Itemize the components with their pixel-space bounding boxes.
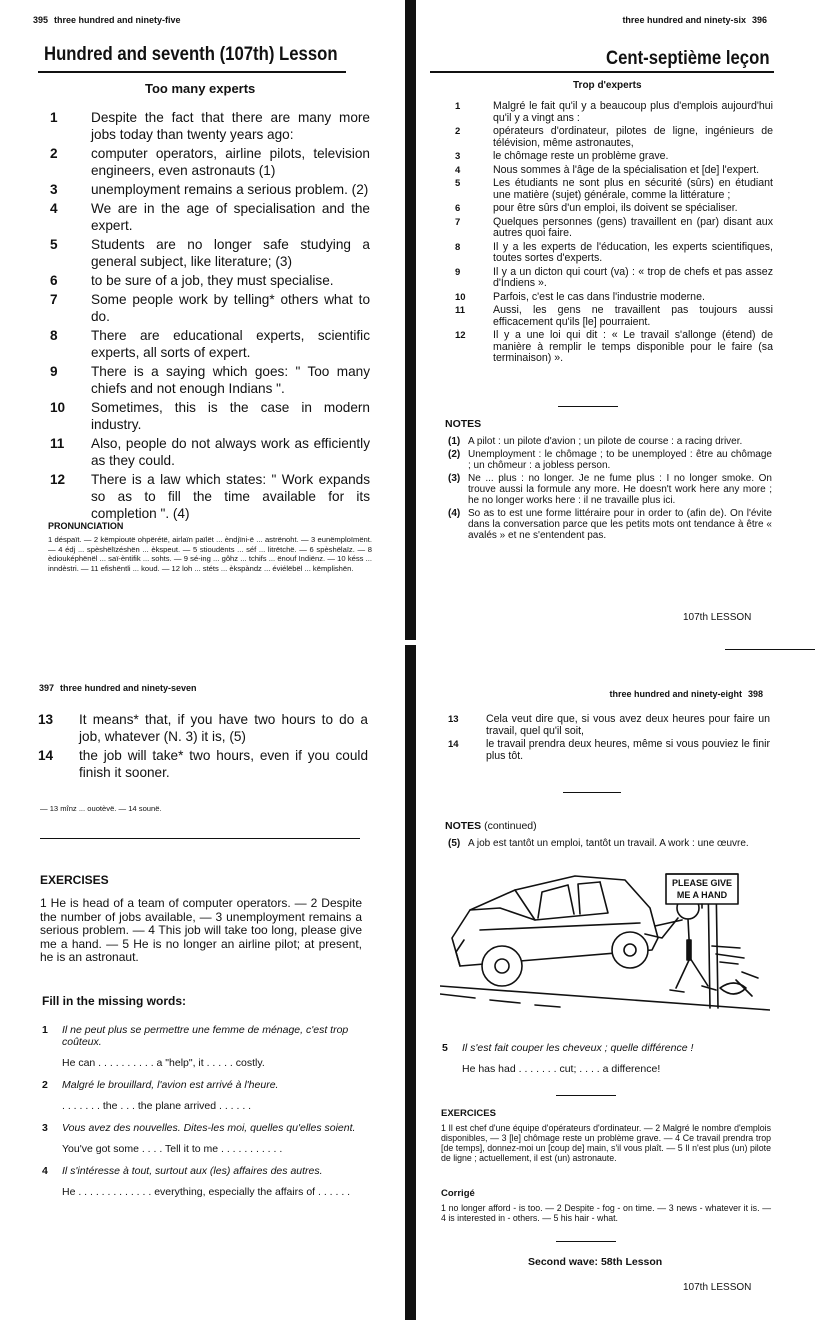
sentence-text: A pilot : un pilote d'avion ; un pilote de course : a racing driver. <box>468 436 743 447</box>
sentence-text: There is a saying which goes: " Too many chiefs and not enough Indians ". <box>91 364 370 396</box>
sentence-item <box>455 178 773 201</box>
fill-en: You've got some . . . . Tell it to me . . . . . . . . . . . <box>62 1143 283 1155</box>
english-text <box>50 109 370 524</box>
sentence-number: 1 <box>455 101 461 112</box>
sentence-number: 3 <box>50 182 58 197</box>
sentence-number: 1 <box>50 110 58 125</box>
fill-item <box>42 1165 367 1198</box>
lesson-footer-398: 107th LESSON <box>683 1282 752 1293</box>
fill-item <box>42 1079 367 1112</box>
cartoon-sign-line1: PLEASE GIVE <box>671 878 733 888</box>
sentence-number: 3 <box>455 151 461 162</box>
pronunciation-text: 1 déspaït. — 2 këmpioutë ohpërétë, airlaïn païlët ... èndjïni-ë ... astrënoht. — 3 eunëmploïmënt. — 4 édj ... spèshëlïzéshën ... èkspeut. — 5 stioudënts ... séf ... litrëtchë. — 6 spèshëlaïz. — 8 èdiouképhënël ... saï-èntifik ... sohts. — 9 sé-ing ... gôhz ... tchifs ... ënouf Indiënz. — 10 késs ... inndèstri. — 11 efishëntli ... koud. — 12 loh ... stéts ... èkspàndz ... éviélëbël ... këmplishën. <box>48 535 372 573</box>
fill-n: 4 <box>42 1165 48 1177</box>
sentence-item <box>50 291 370 325</box>
sentence-text: A job est tantôt un emploi, tantôt un travail. A work : une œuvre. <box>468 838 749 849</box>
sentence-number: 2 <box>455 126 461 137</box>
subtitle-fr: Trop d'experts <box>573 80 642 91</box>
sentence-text: Also, people do not always work as efficiently as they could. <box>91 436 370 468</box>
sentence-text: le travail prendra deux heures, même si vous pouviez le finir plus tôt. <box>486 738 770 762</box>
sentence-text: computer operators, airline pilots, television engineers, even astronauts (1) <box>91 146 370 178</box>
pronunciation-heading: PRONUNCIATION <box>48 521 124 531</box>
separator <box>40 838 360 839</box>
page-header-397: 397 three hundred and ninety-seven <box>39 683 197 693</box>
sentence-text: Some people work by telling* others what to do. <box>91 292 370 324</box>
title-rule <box>38 71 346 73</box>
page-header-395: 395 three hundred and ninety-five <box>33 15 181 25</box>
sentence-number: 5 <box>50 237 58 252</box>
sentence-item <box>50 399 370 433</box>
lesson-title-en: Hundred and seventh (107th) Lesson <box>44 44 338 65</box>
sentence-item <box>455 101 773 124</box>
fill-exercise-5 <box>442 1042 772 1085</box>
sentence-text: Parfois, c'est le cas dans l'industrie moderne. <box>493 290 705 303</box>
sentence-item <box>50 435 370 469</box>
sentence-text: It means* that, if you have two hours to do a job, whatever (N. 3) it is, (5) <box>79 712 368 744</box>
sentence-item <box>50 181 370 198</box>
page-header-398: three hundred and ninety-eight 398 <box>609 689 763 699</box>
sentence-number: 9 <box>50 364 58 379</box>
fill-n: 3 <box>42 1122 48 1134</box>
sentence-item <box>455 267 773 290</box>
notes-continued-list <box>448 838 772 851</box>
book-spine-bottom <box>405 645 416 1320</box>
sentence-text: unemployment remains a serious problem. (2) <box>91 182 369 197</box>
subtitle-en: Too many experts <box>145 81 256 96</box>
fill-fr: Malgré le brouillard, l'avion est arrivé à l'heure. <box>62 1079 279 1091</box>
sentence-text: pour être sûrs d'un emploi, ils doivent se spécialiser. <box>493 202 738 214</box>
sentence-number: 5 <box>455 178 461 189</box>
exercises-heading: EXERCISES <box>40 873 109 887</box>
exercices-text: 1 Il est chef d'une équipe d'opérateurs d'ordinateur. — 2 Malgré le nombre d'emplois disponibles, — 3 [le] chômage reste un problème grave. — 4 Ce travail prendra trop [de temps], donnez-moi un [coup de] main, s'il vous plaît. — 5 Il n'est plus (un) pilote de ligne ; actuellement, il est (un) astronaute. <box>441 1123 771 1163</box>
sentence-item <box>455 165 773 177</box>
sentence-item <box>50 471 370 522</box>
sentence-text: to be sure of a job, they must specialise. <box>91 273 334 288</box>
sentence-text: There are educational experts, scientific experts, all sorts of expert. <box>91 328 370 360</box>
separator <box>563 792 621 793</box>
sentence-text: Sometimes, this is the case in modern industry. <box>91 400 370 432</box>
sentence-number: 4 <box>455 164 461 176</box>
sentence-number: (1) <box>448 436 461 447</box>
sentence-number: (3) <box>448 473 461 484</box>
sentence-item <box>455 203 773 215</box>
sentence-text: Nous sommes à l'âge de la spécialisation et [de] l'expert. <box>493 163 760 176</box>
sentence-item <box>38 747 368 781</box>
fill-fr: Il s'intéresse à tout, surtout aux (les) affaires des autres. <box>62 1165 323 1177</box>
sentence-item <box>448 436 772 447</box>
sentence-number: 2 <box>50 146 58 161</box>
french-text-continued <box>448 714 770 764</box>
sentence-text: opérateurs d'ordinateur, pilotes de ligne, ingénieurs de télévision, même astronautes, <box>493 125 773 149</box>
sentence-item <box>455 305 773 328</box>
separator <box>558 406 618 407</box>
sentence-number: 7 <box>455 216 461 228</box>
corrige-heading: Corrigé <box>441 1188 475 1199</box>
fill-en: He . . . . . . . . . . . . . everything, especially the affairs of . . . . . . <box>62 1186 351 1198</box>
second-wave: Second wave: 58th Lesson <box>528 1256 663 1268</box>
sentence-text: Il y a un dicton qui court (va) : « trop de chefs et pas assez d'Indiens ». <box>493 265 773 289</box>
sentence-item <box>50 327 370 361</box>
sentence-item <box>38 711 368 745</box>
sentence-text: Cela veut dire que, si vous avez deux heures pour faire un travail, quel qu'il soit, <box>486 713 770 737</box>
sentence-number: 8 <box>50 328 58 343</box>
separator <box>556 1241 616 1242</box>
separator <box>725 649 815 650</box>
book-spine-top <box>405 0 416 640</box>
sentence-number: 12 <box>455 330 466 341</box>
sentence-text: Despite the fact that there are many more jobs today than twenty years ago: <box>91 110 370 142</box>
sentence-text: We are in the age of specialisation and the expert. <box>91 201 370 233</box>
sentence-number: 6 <box>50 273 58 288</box>
cartoon-sign-line2: ME A HAND <box>676 890 728 900</box>
cartoon-illustration <box>440 868 770 1023</box>
sentence-text: Unemployment : le chômage ; to be unemployed : être au chômage ; un chômeur : a jobless person. <box>468 449 772 471</box>
fill-item <box>42 1024 367 1069</box>
sentence-item <box>455 330 773 365</box>
sentence-text: There is a law which states: " Work expands so as to fill the time available for its completion ". (4) <box>91 472 370 521</box>
sentence-item <box>455 292 773 304</box>
sentence-number: 4 <box>50 201 58 216</box>
sentence-number: (4) <box>448 508 461 519</box>
fill-n: 2 <box>42 1079 48 1091</box>
sentence-text: Ne ... plus : no longer. Je ne fume plus : I no longer smoke. On trouve aussi la formule any more. He doesn't work here any more ; he no longer works here : il ne travaille plus ici. <box>468 473 772 506</box>
exercices-heading: EXERCICES <box>441 1108 496 1119</box>
sentence-number: 6 <box>455 203 461 214</box>
sentence-item <box>448 739 770 762</box>
page-header-396: three hundred and ninety-six 396 <box>622 15 767 25</box>
title-rule-fr <box>430 71 774 73</box>
sentence-number: (5) <box>448 838 461 849</box>
sentence-number: 13 <box>38 712 54 727</box>
sentence-text: Students are no longer safe studying a general subject, like literature; (3) <box>91 237 370 269</box>
fill-item: 5 Il s'est fait couper les cheveux ; quelle différence ! He has had . . . . . . . cut; . . . . a difference! <box>442 1042 694 1075</box>
sentence-text: the job will take* two hours, even if you could finish it sooner. <box>79 748 368 780</box>
sentence-number: 10 <box>455 291 466 303</box>
sentence-text: Il y a une loi qui dit : « Le travail s'allonge (étend) de manière à remplir le temps disponible pour le faire (sa terminaison) ». <box>493 329 773 364</box>
sentence-number: 14 <box>448 739 459 750</box>
fill-fr: Vous avez des nouvelles. Dites-les moi, quelles qu'elles soient. <box>62 1122 356 1134</box>
sentence-item <box>50 200 370 234</box>
fill-item <box>42 1122 367 1155</box>
separator <box>556 1095 616 1096</box>
sentence-number: 14 <box>38 748 54 763</box>
notes-list <box>448 436 772 543</box>
sentence-item <box>455 151 773 163</box>
sentence-item <box>455 242 773 265</box>
sentence-number: 8 <box>455 241 461 253</box>
sentence-number: (2) <box>448 449 461 460</box>
sentence-item <box>448 473 772 506</box>
sentence-number: 11 <box>50 436 65 451</box>
fill-n: 1 <box>42 1024 48 1036</box>
sentence-text: Il y a les experts de l'éducation, les experts scientifiques, toutes sortes d'experts. <box>493 240 773 264</box>
lesson-footer: 107th LESSON <box>683 612 752 623</box>
fill-en: . . . . . . . the . . . the plane arrived . . . . . . <box>62 1100 252 1112</box>
sentence-number: 10 <box>50 400 66 415</box>
sentence-item <box>455 217 773 240</box>
fill-fr: Il ne peut plus se permettre une femme de ménage, c'est trop coûteux. <box>62 1024 349 1048</box>
sentence-number: 13 <box>448 714 459 725</box>
fill-heading: Fill in the missing words: <box>42 994 187 1008</box>
sentence-item <box>50 145 370 179</box>
notes-continued-heading: NOTES (continued) <box>445 820 537 832</box>
sentence-item <box>448 838 772 849</box>
sentence-text: le chômage reste un problème grave. <box>493 150 669 162</box>
sentence-number: 9 <box>455 266 461 278</box>
sentence-item <box>50 272 370 289</box>
lesson-title-fr: Cent-septième leçon <box>606 48 770 69</box>
sentence-number: 12 <box>50 472 66 487</box>
exercises-text: 1 He is head of a team of computer operators. — 2 Despite the number of jobs available, — 3 unemployment remains a serious problem. — 4 This job will take too long, please give me a hand. — 5 He is no longer an airline pilot; at present, he is an astronaut. <box>40 896 362 964</box>
french-text <box>455 101 773 367</box>
sentence-item <box>50 363 370 397</box>
corrige-text: 1 no longer afford - is too. — 2 Despite - fog - on time. — 3 news - whatever it is. — 4 is interested in - others. — 5 his hair - what. <box>441 1203 771 1223</box>
sentence-number: 7 <box>50 292 58 307</box>
sentence-text: Les étudiants ne sont plus en sécurité (sûrs) en étudiant une matière (sujet) générale, comme la littérature ; <box>493 177 773 201</box>
sentence-text: Quelques personnes (gens) travaillent en (par) disant aux autres quoi faire. <box>493 215 773 239</box>
notes-heading: NOTES <box>445 418 482 430</box>
english-text-continued <box>38 711 368 783</box>
sentence-item <box>50 109 370 143</box>
sentence-number: 11 <box>455 305 466 316</box>
fill-en: He can . . . . . . . . . . a "help", it . . . . . costly. <box>62 1057 265 1069</box>
sentence-text: Aussi, les gens ne travaillent pas toujours aussi efficacement qu'ils [le] pourraient. <box>493 304 773 328</box>
sentence-item <box>448 449 772 471</box>
pronunciation-text-continued: — 13 mînz ... ouotèvë. — 14 sounë. <box>40 804 162 813</box>
sentence-text: Malgré le fait qu'il y a beaucoup plus d'emplois aujourd'hui qu'il y a vingt ans : <box>493 100 773 124</box>
sentence-item <box>448 508 772 541</box>
sentence-item <box>448 714 770 737</box>
fill-exercises <box>42 1024 367 1208</box>
sentence-item <box>455 126 773 149</box>
sentence-item <box>50 236 370 270</box>
sentence-text: So as to est une forme littéraire pour in order to (afin de). On l'évite dans la conversation parce que les petits mots ont tendance à être « avalés » et ne s'entendent pas. <box>468 508 772 541</box>
